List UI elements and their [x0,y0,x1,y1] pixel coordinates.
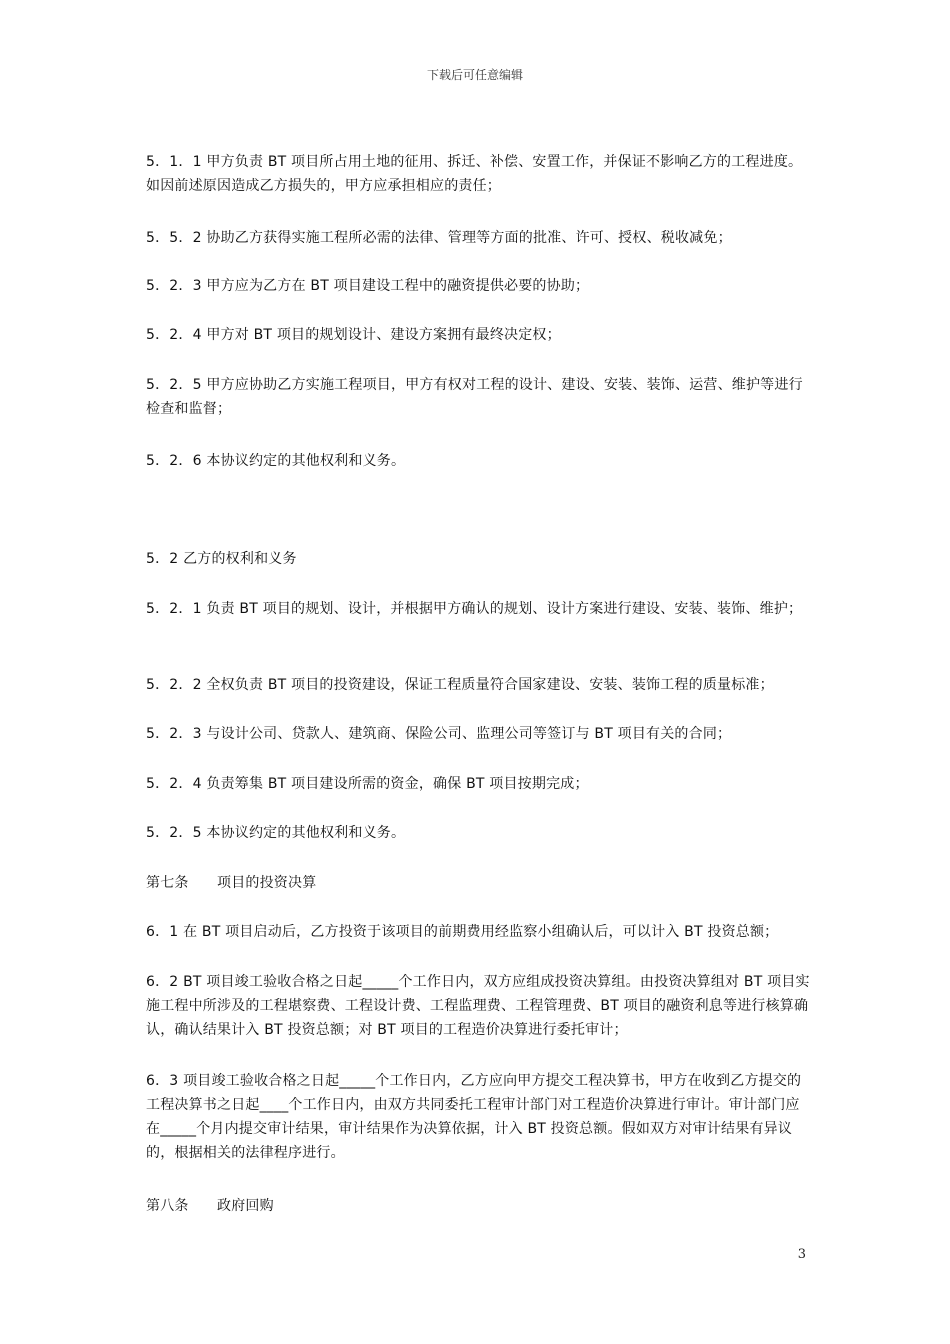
article-7-heading: 第七条 项目的投资决算 [146,875,317,891]
clause-6-3: 6．3 项目竣工验收合格之日起_____个工作日内，乙方应向甲方提交工程决算书，甲方在收到乙方提交的工程决算书之日起____个工作日内，由双方共同委托工程审计部门对工程造价决算进行审计。审计部门应在_____个月内提交审计结果，审计结果作为决算依据，计入 BT 投资总额。假如双方对审计结果有异议的，根据相关的法律程序进行。 [146,1073,802,1161]
page-header: 下载后可任意编辑 [426,68,523,82]
clause-5-5-2: 5．5．2 协助乙方获得实施工程所必需的法律、管理等方面的批准、许可、授权、税收减免； [146,230,732,246]
clause-5-2-4-a: 5．2．4 甲方对 BT 项目的规划设计、建设方案拥有最终决定权； [146,327,561,343]
clause-5-2-1: 5．2．1 负责 BT 项目的规划、设计，并根据甲方确认的规划、设计方案进行建设、安装、装饰、维护； [146,601,803,617]
page-number: 3 [797,1247,806,1262]
clause-5-2-6: 5．2．6 本协议约定的其他权利和义务。 [146,453,406,469]
clause-5-2-2: 5．2．2 全权负责 BT 项目的投资建设，保证工程质量符合国家建设、安装、装饰工程的质量标准； [146,677,774,693]
article-8-heading: 第八条 政府回购 [146,1198,274,1214]
clause-5-2-3-a: 5．2．3 甲方应为乙方在 BT 项目建设工程中的融资提供必要的协助； [146,278,590,294]
clause-5-2-3-b: 5．2．3 与设计公司、贷款人、建筑商、保险公司、监理公司等签订与 BT 项目有关的合同； [146,726,732,742]
clause-5-2-4-b: 5．2．4 负责筹集 BT 项目建设所需的资金，确保 BT 项目按期完成； [146,776,589,792]
clause-5-1-1: 5．1．1 甲方负责 BT 项目所占用土地的征用、拆迁、补偿、安置工作，并保证不影响乙方的工程进度。如因前述原因造成乙方损失的，甲方应承担相应的责任； [146,154,803,194]
clause-6-1: 6．1 在 BT 项目启动后，乙方投资于该项目的前期费用经监察小组确认后，可以计入 BT 投资总额； [146,924,779,940]
clause-6-2: 6．2 BT 项目竣工验收合格之日起_____个工作日内，双方应组成投资决算组。由投资决算组对 BT 项目实施工程中所涉及的工程堪察费、工程设计费、工程监理费、工程管理费、BT 项目的融资利息等进行核算确认，确认结果计入 BT 投资总额；对 BT 项目的工程造价决算进行委托审计； [146,974,810,1038]
section-5-2-heading: 5．2 乙方的权利和义务 [146,551,297,567]
clause-5-2-5-b: 5．2．5 本协议约定的其他权利和义务。 [146,825,406,841]
clause-5-2-5-a: 5．2．5 甲方应协助乙方实施工程项目，甲方有权对工程的设计、建设、安装、装饰、运营、维护等进行检查和监督； [146,377,803,417]
